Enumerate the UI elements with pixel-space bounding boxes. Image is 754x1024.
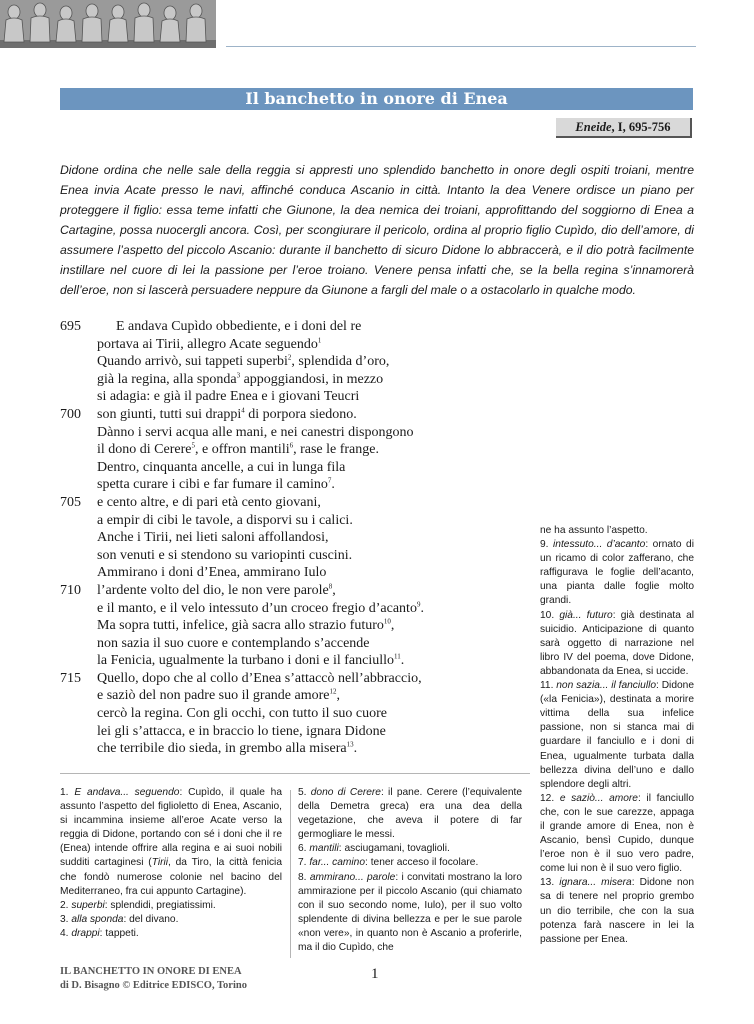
verse-text-part: Dentro, cinquanta ancelle, a cui in lunga fila <box>97 459 346 475</box>
verse-text-part: , splendida d’oro, <box>291 354 390 370</box>
verse-line <box>60 617 530 635</box>
verse-line <box>60 371 530 389</box>
verse-text-part: a empir di cibi le tavole, a disporvi su i calici. <box>97 512 353 528</box>
verse-text-part: non sazia il suo cuore e contemplando s’accende <box>97 635 370 651</box>
verse-text-part: appoggiandosi, in mezzo <box>240 371 384 387</box>
footnote-number: 9. <box>540 539 549 551</box>
footnote <box>298 842 522 856</box>
footnote-number: 7. <box>298 857 307 869</box>
verse-text <box>97 564 326 582</box>
verse-text <box>97 529 329 547</box>
verse-text <box>97 635 370 653</box>
footnote-term: già... futuro <box>559 609 613 621</box>
verse-line <box>60 582 530 600</box>
verse-text-part: . <box>331 477 335 493</box>
footnote-marker: 4 <box>241 406 245 415</box>
verse-text <box>97 459 345 477</box>
verse-line <box>60 512 530 530</box>
footnote-marker: 10 <box>383 617 391 626</box>
verse-text-part: già la regina, alla sponda <box>97 371 237 387</box>
footnote-term: non sazia... il fanciullo <box>556 680 657 692</box>
verse-text <box>97 476 335 494</box>
verse-text-part: , <box>332 582 336 598</box>
verse-text-part: Anche i Tirii, nei lieti saloni affollandosi, <box>97 530 329 546</box>
verse-text <box>97 512 353 530</box>
footnote-text: : Cupìdo, il quale ha assunto l’aspetto del figlioletto di Enea, Ascanio, si incammina insieme all’eroe Acate verso la reggia di Didone, portando con sé i doni che il re (Enea) intende offrire alla regina e ai suoi nobili sudditi cartaginesi ( <box>60 787 283 869</box>
footnote-marker: 7 <box>327 476 332 485</box>
footnote-marker: 6 <box>289 441 294 450</box>
verse-text-part: l’ardente volto del dio, le non vere parole <box>97 582 329 598</box>
footnote-text: : tener acceso il focolare. <box>365 857 479 869</box>
footnote-term: drappi <box>71 927 100 939</box>
footnote <box>540 679 694 792</box>
footnote-number: 6. <box>298 843 307 855</box>
notes-divider <box>60 773 530 774</box>
verse-line <box>60 336 530 354</box>
page-title: Il banchetto in onore di Enea <box>60 88 693 110</box>
verse-line <box>60 406 530 424</box>
verse-line <box>60 353 530 371</box>
footnote-text: : il fanciullo che, con le sue carezze, appaga il grande amore di Enea, non è Ascanio, bensì Cupido, dunque l’eroe non è il suo vero padre, come lui non è il suo vero figlio. <box>540 792 694 875</box>
verse-text-part: Quando arrivò, sui tappeti superbi <box>97 354 288 370</box>
verse-text-part: cercò la regina. Con gli occhi, con tutto il suo cuore <box>97 706 388 722</box>
footnote-marker: 11 <box>394 652 401 661</box>
footnote-marker: 3 <box>236 371 241 380</box>
footnote-term: far... camino <box>309 857 366 869</box>
footnote-term: ammirano... parole <box>309 871 396 883</box>
footnote-term: dono di Cerere <box>310 787 381 798</box>
footer-credits <box>60 965 247 993</box>
verse-number: 695 <box>60 319 81 334</box>
footnote-number: 2. <box>60 899 69 911</box>
relief-frieze-image <box>0 0 216 48</box>
footnote-term: superbi <box>71 899 105 911</box>
verse-text-part: e il manto, e il velo intessuto d’un croceo fregio d’acanto <box>97 600 417 616</box>
footnote-number: 10. <box>540 609 555 621</box>
verse-text-part: spetta curare i cibi e far fumare il camino <box>97 477 328 493</box>
intro-paragraph: Didone ordina che nelle sale della reggia si appresti uno splendido banchetto in onore degli ospiti troiani, mentre Enea invia Acate presso le navi, affinché conduca Ascanio in città. Intanto la dea Venere ordisce un piano per proteggere il figlio: essa teme infatti che Giunone, la dea nemica dei troiani, approfittando del soggiorno di Enea a Cartagine, possa nuocergli ancora. Così, per scongiurare il pericolo, ordina al proprio figlio Cupìdo, dio dell’amore, di assumere l’aspetto del piccolo Ascanio: durante il banchetto di sicuro Didone lo abbraccerà, e il dio potrà facilmente instillare nel cuore di lei la passione per l’eroe troiano. Venere pensa infatti che, se la bella regina s’innamorerà dell’eroe, non si lascerà persuadere neppure da Giunone a fargli del male o a ostacolarlo in qualche modo. <box>60 163 694 297</box>
verse-line <box>60 600 530 618</box>
footnote-text: : del divano. <box>123 913 179 925</box>
footnote <box>298 871 522 956</box>
footnote <box>298 786 522 842</box>
verse-line <box>60 687 530 705</box>
verse-text <box>97 740 357 758</box>
notes-column-a <box>60 786 282 941</box>
verse-text-part: il dono di Cerere <box>97 442 192 458</box>
footnote-term: intessuto... d’acanto <box>553 539 646 551</box>
verse-line <box>60 670 530 688</box>
footer-title: IL BANCHETTO IN ONORE DI ENEA <box>60 966 242 977</box>
verse-text <box>97 600 424 618</box>
footnote <box>540 609 694 679</box>
footnote-number: 13. <box>540 877 555 889</box>
footnote-marker: 13 <box>346 740 354 749</box>
footnote-text: : il pane. Cerere (l’equivalente della Demetra greca) era una dea della vegetazione, che aveva il potere di far germogliare le messi. <box>298 787 522 841</box>
footnote-term: E andava... seguendo <box>74 787 180 798</box>
verse-text-part: son giunti, tutti sui drappi <box>97 406 242 422</box>
header-rule <box>226 46 696 47</box>
footnote <box>60 786 282 899</box>
verse-number: 705 <box>60 494 81 510</box>
verse-text-part: e cento altre, e di pari età cento giovani, <box>97 494 321 510</box>
footnote-marker: 12 <box>329 687 337 696</box>
footnote-number: 12. <box>540 792 555 804</box>
verse-text-part: , <box>390 618 395 634</box>
verse-line <box>60 564 530 582</box>
verse-number: 700 <box>60 406 81 422</box>
verse-number: 715 <box>60 670 81 686</box>
footnote-term: mantili <box>309 843 339 855</box>
verse-text-part: portava ai Tirii, allegro Acate seguendo <box>97 336 318 352</box>
footnote-marker: 5 <box>191 441 195 450</box>
footnote-number: 4. <box>60 927 69 939</box>
verse-text <box>97 388 359 406</box>
footnote <box>540 538 694 608</box>
footnote-number: 3. <box>60 913 69 925</box>
footnote-text: : asciugamani, tovaglioli. <box>338 843 450 855</box>
footnote <box>298 856 522 870</box>
verse-text-part: lei gli s’attacca, e in braccio lo tiene, ignara Didone <box>97 723 386 739</box>
verse-line <box>60 547 530 565</box>
verse-text <box>97 336 321 354</box>
verse-line <box>60 635 530 653</box>
verse-text-part: che terribile dio sieda, in grembo alla misera <box>97 741 347 757</box>
verse-text-part: , <box>336 688 340 704</box>
footnote-term: alla sponda <box>71 913 124 925</box>
verse-line <box>60 441 530 459</box>
verse-text-part: son venuti e si stendono su variopinti cuscini. <box>97 547 353 563</box>
footnote-text: ne ha assunto l’aspetto. <box>540 525 648 536</box>
verse-text-part: Quello, dopo che al collo d’Enea s’attaccò nell’abbraccio, <box>97 670 422 686</box>
verse-text <box>97 617 394 635</box>
verse-text-part: . <box>353 741 358 757</box>
verse-text <box>97 494 321 512</box>
footnote-text: : i convitati mostrano la loro ammirazione per il piccolo Ascanio (qui chiamato con il suo secondo nome, Iulo), per il suo volto splendente di divina bellezza e per le sue parole «non vere», in quanto non è Ascanio a proferirle, ma il dio Cupìdo, che <box>298 871 522 954</box>
footnote <box>540 876 694 946</box>
verse-text <box>97 723 386 741</box>
verse-text-part: la Fenicia, ugualmente la turbano i doni e il fanciullo <box>97 653 395 669</box>
verse-text-part: . <box>420 600 424 616</box>
verse-line <box>60 318 530 336</box>
notes-column-b <box>298 786 522 955</box>
verse-text-part: si adagia: e già il padre Enea e i giovani Teucri <box>97 389 360 405</box>
verse-text-part: Dànno i servi acqua alle mani, e nei canestri dispongono <box>97 424 414 440</box>
footnote-marker: 2 <box>287 353 292 362</box>
verse-text-part: Ammirano i doni d’Enea, ammirano Iulo <box>97 565 327 581</box>
verse-text <box>97 424 413 442</box>
footnote-marker: 8 <box>328 582 333 591</box>
verse-text <box>97 670 422 688</box>
footnote-number: 5. <box>298 787 307 798</box>
footnote-text: : Didone («la Fenicia»), destinata a morire vittima della sua infelice passione, non si stanca mai di guardare il fanciullo e i doni di Enea, ugualmente turbata dalla bellezza divina dell’uno e dallo splendore degli altri. <box>540 680 694 790</box>
footnote-number: 1. <box>60 787 69 798</box>
footnote-text: : ornato di un ricamo di color zafferano, che raffigurava le foglie dell’acanto, una pianta dalle foglie molto grandi. <box>540 539 694 607</box>
verse-line <box>60 424 530 442</box>
notes-column-separator <box>290 790 291 958</box>
footnote <box>540 792 694 877</box>
verse-text-part: , e offron mantili <box>194 442 290 458</box>
verse-line <box>60 494 530 512</box>
source-reference <box>556 118 692 138</box>
poem-text <box>60 318 530 758</box>
footnote <box>60 899 282 913</box>
footnote-number: 8. <box>298 871 307 883</box>
verse-line <box>60 388 530 406</box>
footnote-text: : tappeti. <box>99 927 139 939</box>
verse-line <box>60 459 530 477</box>
verse-text <box>97 406 357 424</box>
footnote-text: , da Tiro, la città fenicia che fondò numerose colonie nel bacino del Mediterraneo, fra cui appunto Cartagine). <box>60 857 282 897</box>
footnote-text: : già destinata al suicidio. Anticipazione di quanto sarà oggetto di narrazione nel libro IV del poema, dove Didone, abbandonata da Enea, si uccide. <box>540 609 694 677</box>
verse-line <box>60 476 530 494</box>
verse-text <box>97 547 352 565</box>
verse-text <box>97 687 340 705</box>
footnote-term: Tirii <box>151 857 169 869</box>
verse-line <box>60 652 530 670</box>
notes-column-right <box>540 524 694 947</box>
footnote-marker: 1 <box>317 335 322 344</box>
footnote <box>60 913 282 927</box>
verse-number: 710 <box>60 582 81 598</box>
verse-text <box>97 705 387 723</box>
verse-text <box>97 441 379 459</box>
verse-text <box>97 353 389 371</box>
source-lines: , I, 695-756 <box>611 120 671 134</box>
verse-text <box>97 652 404 670</box>
footnote-term: e saziò... amore <box>559 792 638 804</box>
verse-line <box>60 529 530 547</box>
page-number: 1 <box>371 966 379 982</box>
footnote-number: 11. <box>540 680 554 692</box>
verse-text-part: . <box>400 653 405 669</box>
footnote-text: : splendidi, pregiatissimi. <box>104 899 216 911</box>
footnote <box>540 524 694 538</box>
footnote-term: ignara... misera <box>559 877 632 889</box>
verse-text-part: , rase le frange. <box>293 442 379 458</box>
footnote-text: : Didone non sa di tenere nel proprio grembo un dio terribile, che con la sua potenza farà nascere in lei la passione per Enea. <box>540 877 694 945</box>
verse-line <box>60 740 530 758</box>
footnote-marker: 9 <box>416 599 421 608</box>
source-work: Eneide <box>575 120 612 134</box>
verse-text-part: Ma sopra tutti, infelice, già sacra allo strazio futuro <box>97 618 384 634</box>
verse-text <box>97 371 383 389</box>
footnote <box>60 927 282 941</box>
verse-text-part: e saziò del non padre suo il grande amore <box>97 688 330 704</box>
verse-text <box>97 582 336 600</box>
verse-text-part: E andava Cupìdo obbediente, e i doni del re <box>116 319 362 334</box>
verse-line <box>60 705 530 723</box>
verse-text <box>116 318 361 336</box>
verse-text-part: di porpora siedono. <box>244 406 357 422</box>
verse-line <box>60 723 530 741</box>
footer-publisher: di D. Bisagno © Editrice EDISCO, Torino <box>60 980 247 991</box>
